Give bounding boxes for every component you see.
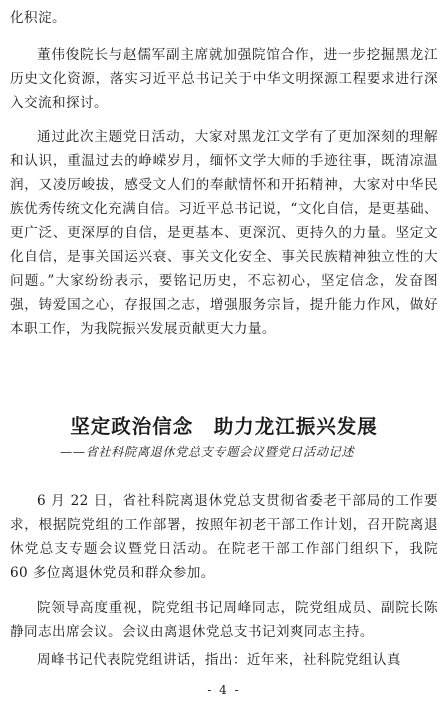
paragraph-cooperation: 董伟俊院长与赵儒军副主席就加强院馆合作，进一步挖掘黑龙江历史文化资源，落实习近平总书记关于中华文明探源工程要求进行深入交流和探讨。 <box>10 47 438 111</box>
paragraph-continuation: 化积淀。 <box>10 10 66 26</box>
article-title: 坚定政治信念 助力龙江振兴发展 <box>70 415 378 438</box>
article-paragraph-3: 周峰书记代表院党组讲话，指出：近年来，社科院党组认真 <box>37 652 401 668</box>
paragraph-activity-summary: 通过此次主题党日活动，大家对黑龙江文学有了更加深刻的理解和认识，重温过去的峥嵘岁月，缅怀文学大师的手迹往事，既清凉温润，又凌厉峻拔，感受文人们的奉献情怀和开拓精神，大家对中华民族优秀传统文化充满自信。习近平总书记说，“文化自信，是更基础、更广泛、更深厚的自信，是更基本、更深沉、更持久的力量。坚定文化自信，是事关国运兴衰、事关文化安全、事关民族精神独立性的大问题。”大家纷纷表示，要铭记历史，不忘初心，坚定信念，发奋图强，铸爱国之心，存报国之志，增强服务宗旨，提升能力作风，做好本职工作，为我院振兴发展贡献更大力量。 <box>10 129 438 337</box>
page-number: - 4 - <box>207 683 241 697</box>
article-paragraph-2: 院领导高度重视，院党组书记周峰同志，院党组成员、副院长陈静同志出席会议。会议由离退休党总支书记刘爽同志主持。 <box>10 600 438 640</box>
article-subtitle: ——省社科院离退休党总支专题会议暨党日活动记述 <box>60 445 355 459</box>
article-paragraph-1: 6 月 22 日，省社科院离退休党总支贯彻省委老干部局的工作要求，根据院党组的工作部署，按照年初老干部工作计划，召开院离退休党总支专题会议暨党日活动。在院老干部工作部门组织下，我院 60 多位离退休党员和群众参加。 <box>10 493 438 581</box>
